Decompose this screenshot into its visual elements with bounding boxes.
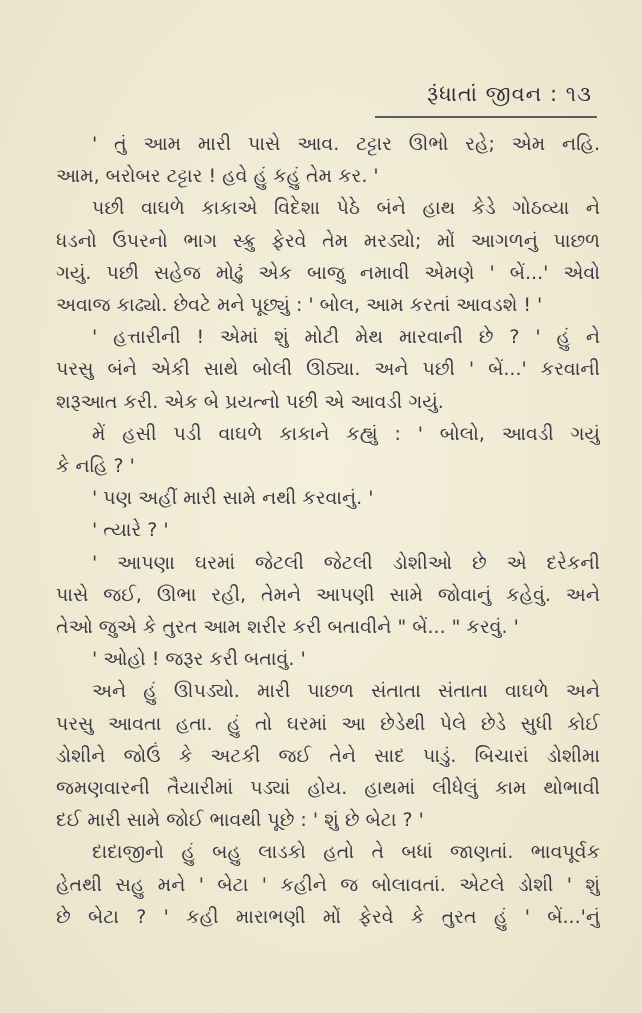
text-line: છે બેટા ? ' કહી મારાભણી મોં ફેરવે કે તુરત હું ' બેં...'નું — [56, 905, 600, 928]
body-text — [56, 128, 600, 933]
text-line: ડોશીને જોઉં કે અટકી જઈ તેને સાદ પાડું. બિચારાં ડોશીમા — [56, 744, 600, 767]
text-line: તેઓ જુએ કે તુરત આમ શરીર કરી બતાવીને " બેં... " કરવું. ' — [56, 616, 519, 639]
text-line: કે નહિ ? ' — [56, 455, 135, 478]
text-line: પાસે જઈ, ઊભા રહી, તેમને આપણી સામે જોવાનું કહેવું. અને — [56, 583, 600, 606]
text-line: શરૂઆત કરી. એક બે પ્રયત્નો પછી એ આવડી ગયું. — [56, 390, 444, 413]
text-line: ' હત્તારીની ! એમાં શું મોટી મેથ મારવાની છે ? ' હું ને — [92, 326, 600, 349]
text-line: આમ, બરોબર ટટ્ટાર ! હવે હું કહું તેમ કર. ' — [56, 165, 379, 188]
running-header: રૂંધાતાં જીવન : ૧૩ — [427, 82, 592, 106]
text-line: ' ત્યારે ? ' — [92, 519, 169, 542]
text-line: ' તું આમ મારી પાસે આવ. ટટ્ટાર ઊભો રહે; એમ નહિ. — [92, 133, 600, 155]
text-line: અને હું ઊપડ્યો. મારી પાછળ સંતાતા સંતાતા વાઘળે અને — [92, 680, 600, 703]
text-line: ગયું. પછી સહેજ મોઢું એક બાજુ નમાવી એમણે ' બેં...' એવો — [56, 261, 600, 284]
text-line: પરસુ બંને એકી સાથે બોલી ઊઠ્યા. અને પછી ' બેં...' કરવાની — [56, 358, 600, 381]
text-line: મેં હસી પડી વાઘળે કાકાને કહ્યું : ' બોલો, આવડી ગયું — [92, 422, 600, 445]
text-line: જમણવારની તૈયારીમાં પડ્યાં હોય. હાથમાં લીધેલું કામ થોભાવી — [56, 777, 600, 800]
text-line: અવાજ કાઢ્યો. છેવટે મને પૂછ્યું : ' બોલ, આમ કરતાં આવડશે ! ' — [56, 294, 543, 317]
text-line: પરસુ આવતા હતા. હું તો ઘરમાં આ છેડેથી પેલે છેડે સુધી કોઈ — [56, 712, 600, 735]
text-line: હેતથી સહુ મને ' બેટા ' કહીને જ બોલાવતાં. એટલે ડોશી ' શું — [56, 873, 600, 896]
text-line: ધડનો ઉપરનો ભાગ સ્ક્રુ ફેરવે તેમ મરડ્યો; મોં આગળનું પાછળ — [56, 229, 600, 252]
text-line: દાદાજીનો હું બહુ લાડકો હતો તે બધાં જાણતાં. ભાવપૂર્વક — [92, 841, 600, 864]
text-line: ' આપણા ઘરમાં જેટલી જેટલી ડોશીઓ છે એ દરેકની — [92, 551, 600, 574]
text-line: પછી વાઘળે કાકાએ વિદેશા પેઠે બંને હાથ કેડે ગોઠવ્યા ને — [92, 197, 600, 220]
header-rule — [375, 116, 597, 118]
text-line: ' ઓહો ! જરૂર કરી બતાવું. ' — [92, 648, 306, 671]
text-line: ' પણ અહીં મારી સામે નથી કરવાનું. ' — [92, 487, 374, 510]
text-line: દઈ મારી સામે જોઈ ભાવથી પૂછે : ' શું છે બેટા ? ' — [56, 809, 424, 832]
